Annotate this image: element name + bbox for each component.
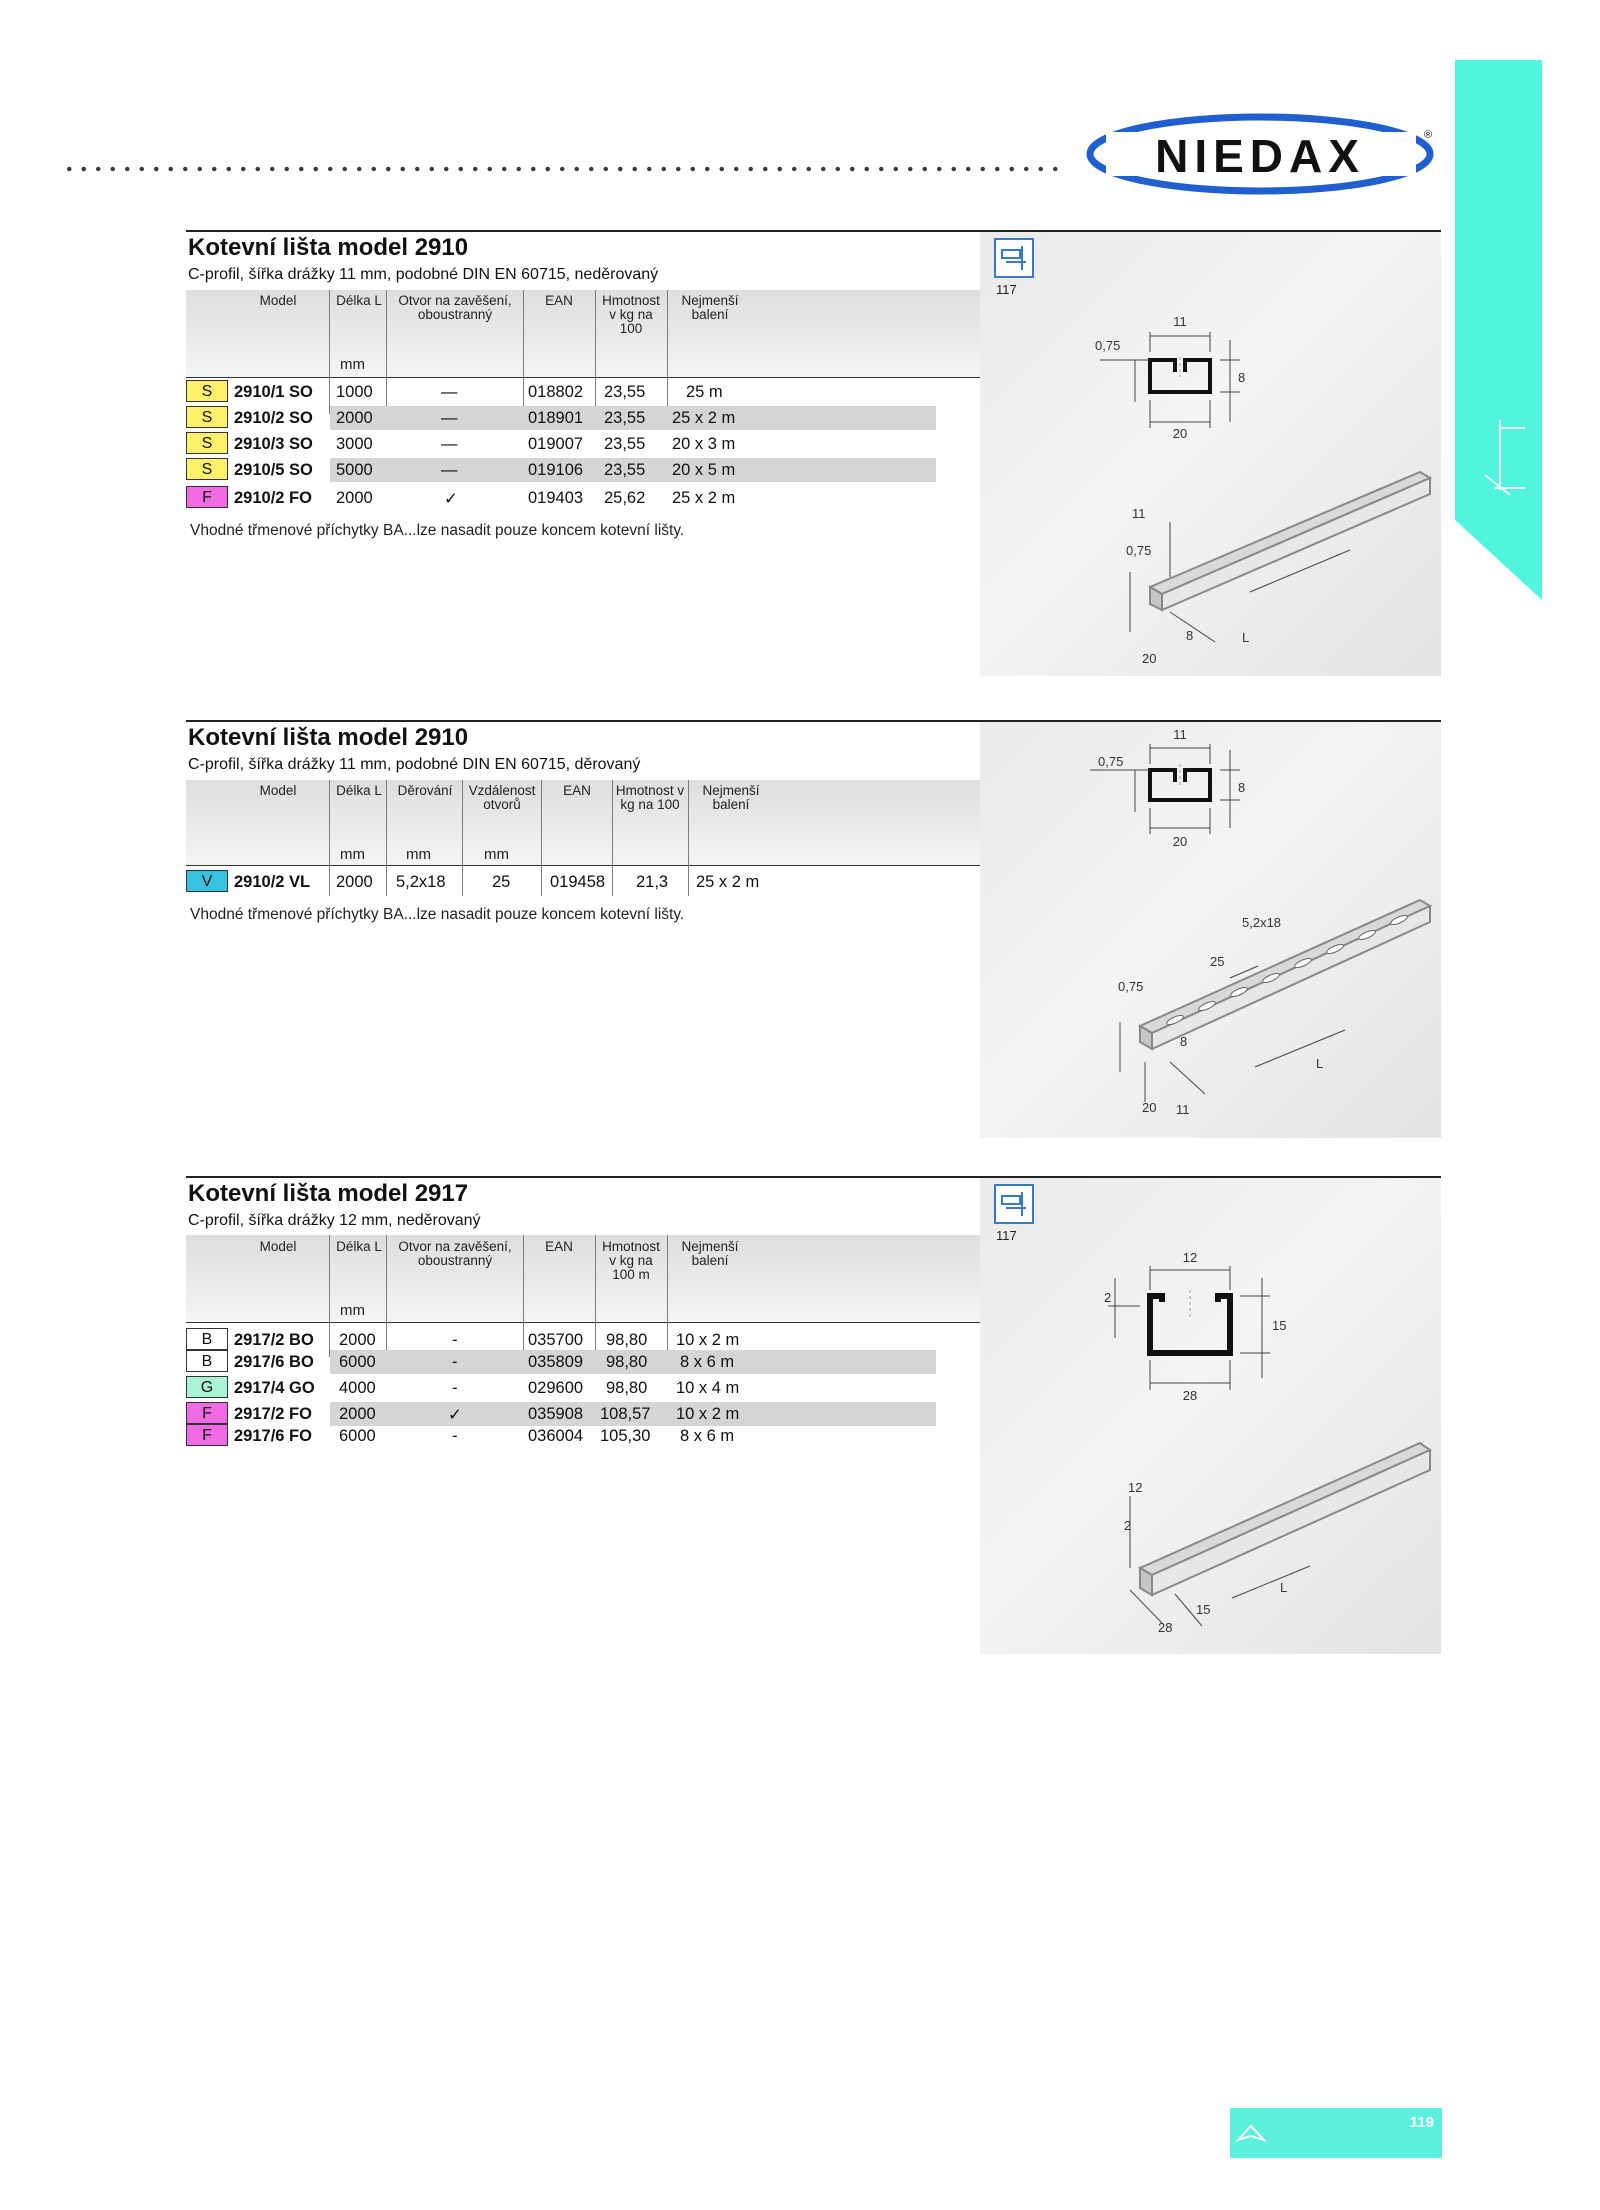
- length: 2000: [336, 873, 373, 891]
- icon-number: 117: [996, 282, 1017, 297]
- model: 2917/6 BO: [234, 1353, 314, 1371]
- section-1-subtitle: C-profil, šířka drážky 11 mm, podobné DIN EN 60715, neděrovaný: [188, 266, 659, 283]
- dim-height-3d: 8: [1180, 1034, 1188, 1049]
- weight: 23,55: [604, 383, 646, 401]
- length: 6000: [339, 1427, 376, 1445]
- th-length: Délka L: [336, 293, 382, 308]
- th-length: Délka L: [336, 783, 382, 798]
- dim-top-width: 12: [1182, 1250, 1198, 1265]
- hole: -: [452, 1331, 458, 1349]
- model: 2917/2 FO: [234, 1405, 312, 1423]
- th-pack: Nejmenší balení: [681, 293, 739, 322]
- ean: 035700: [528, 1331, 584, 1349]
- model: 2917/2 BO: [234, 1331, 314, 1349]
- hole: —: [441, 435, 458, 453]
- cable-tray-icon: [1234, 2118, 1268, 2148]
- hole: ✓: [448, 1406, 462, 1424]
- badge-f: F: [186, 1402, 228, 1424]
- weight: 98,80: [606, 1353, 648, 1371]
- unit-spacing: mm: [484, 846, 509, 863]
- dim-top-width: 11: [1173, 727, 1187, 742]
- table-row: [186, 870, 786, 894]
- pack: 20 x 5 m: [672, 461, 736, 479]
- table-row: [186, 458, 786, 482]
- table-row: [186, 1376, 786, 1400]
- pack: 20 x 3 m: [672, 435, 736, 453]
- badge-s: S: [186, 406, 228, 428]
- svg-text:®: ®: [1423, 129, 1433, 141]
- unit-perforation: mm: [406, 846, 431, 863]
- ean: 018802: [528, 383, 584, 401]
- section-3-subtitle: C-profil, šířka drážky 12 mm, neděrovaný: [188, 1212, 481, 1229]
- dim-length-3d: L: [1316, 1056, 1324, 1071]
- th-model: Model: [259, 783, 297, 798]
- ean: 036004: [528, 1427, 584, 1445]
- dim-height: 8: [1238, 370, 1246, 385]
- badge-b: B: [186, 1350, 228, 1372]
- th-ean: EAN: [545, 293, 573, 308]
- hole: —: [441, 461, 458, 479]
- section-2-drawing: [980, 722, 1441, 1138]
- dim-thickness-3d: 0,75: [1126, 543, 1152, 558]
- length: 2000: [339, 1331, 376, 1349]
- pack: 25 m: [686, 383, 723, 401]
- badge-f: F: [186, 1424, 228, 1446]
- badge-g: G: [186, 1376, 228, 1398]
- table-row: [186, 380, 786, 404]
- section-3-drawing: [980, 1178, 1441, 1654]
- table-row: [186, 432, 786, 456]
- dim-top-width-3d: 11: [1132, 506, 1146, 521]
- side-tab: [1455, 60, 1542, 600]
- ean: 035809: [528, 1353, 584, 1371]
- length: 2000: [336, 409, 373, 427]
- badge-s: S: [186, 380, 228, 402]
- pack: 25 x 2 m: [672, 409, 736, 427]
- table-row: [186, 486, 786, 510]
- dim-base-3d: 20: [1142, 1100, 1157, 1115]
- dim-thickness: 0,75: [1098, 754, 1124, 769]
- table-row: [186, 406, 786, 430]
- ean: 019403: [528, 489, 584, 507]
- badge-b: B: [186, 1328, 228, 1350]
- th-perforation: Děrování: [397, 783, 453, 798]
- th-weight: Hmotnost v kg na 100: [602, 293, 660, 336]
- dim-base: 20: [1172, 834, 1188, 849]
- unit-length: mm: [340, 356, 365, 373]
- weight: 23,55: [604, 409, 646, 427]
- model: 2910/1 SO: [234, 383, 313, 401]
- ean: 018901: [528, 409, 584, 427]
- dim-thickness-3d: 0,75: [1118, 979, 1144, 994]
- badge-v: V: [186, 870, 228, 892]
- length: 5000: [336, 461, 373, 479]
- table-row: [186, 1350, 786, 1374]
- hole: -: [452, 1427, 458, 1445]
- model: 2910/5 SO: [234, 461, 313, 479]
- weight: 105,30: [600, 1427, 651, 1445]
- page-number: 119: [1409, 2114, 1434, 2131]
- dim-length-3d: L: [1280, 1580, 1288, 1595]
- dim-height: 15: [1272, 1318, 1287, 1333]
- ean: 029600: [528, 1379, 584, 1397]
- th-pack: Nejmenší balení: [702, 783, 760, 812]
- dim-height-3d: 15: [1196, 1602, 1211, 1617]
- weight: 25,62: [604, 489, 646, 507]
- hole: -: [452, 1353, 458, 1371]
- pack: 8 x 6 m: [680, 1427, 735, 1445]
- ean: 019458: [550, 873, 606, 891]
- unit-length: mm: [340, 1302, 365, 1319]
- dotted-rule: [62, 166, 1062, 172]
- th-model: Model: [259, 1239, 297, 1254]
- page-footer: [1230, 2108, 1442, 2158]
- dim-base: 28: [1182, 1388, 1198, 1403]
- hole: -: [452, 1379, 458, 1397]
- dim-thickness-3d: 2: [1124, 1518, 1132, 1533]
- niedax-logo: [1080, 112, 1440, 196]
- th-length: Délka L: [336, 1239, 382, 1254]
- length: 2000: [339, 1405, 376, 1423]
- model: 2910/3 SO: [234, 435, 313, 453]
- ean: 019106: [528, 461, 584, 479]
- dim-length-3d: L: [1242, 630, 1250, 645]
- th-weight: Hmotnost v kg na 100: [615, 783, 685, 812]
- ean: 019007: [528, 435, 584, 453]
- table-row: [186, 1328, 786, 1352]
- section-3-title: Kotevní lišta model 2917: [188, 1180, 469, 1207]
- dim-top-width-3d: 12: [1128, 1480, 1143, 1495]
- th-pack: Nejmenší balení: [681, 1239, 739, 1268]
- dim-top-width: 11: [1173, 314, 1187, 329]
- weight: 21,3: [636, 873, 669, 891]
- th-hole: Otvor na zavěšení, oboustranný: [398, 293, 512, 322]
- th-model: Model: [259, 293, 297, 308]
- dim-pitch: 25: [1210, 954, 1225, 969]
- section-2-note: Vhodné třmenové příchytky BA...lze nasadit pouze koncem kotevní lišty.: [190, 906, 685, 923]
- pack: 10 x 4 m: [676, 1379, 740, 1397]
- dim-height: 8: [1238, 780, 1246, 795]
- dim-height-3d: 8: [1186, 628, 1194, 643]
- perforation: 5,2x18: [396, 873, 446, 891]
- pack: 8 x 6 m: [680, 1353, 735, 1371]
- hole: —: [441, 409, 458, 427]
- section-1-note: Vhodné třmenové příchytky BA...lze nasadit pouze koncem kotevní lišty.: [190, 522, 685, 539]
- dim-slot: 5,2x18: [1242, 915, 1282, 930]
- dim-top-width-3d: 11: [1176, 1102, 1190, 1117]
- hole: ✓: [444, 490, 458, 508]
- badge-s: S: [186, 458, 228, 480]
- dim-thickness: 2: [1104, 1290, 1112, 1305]
- table-row: [186, 1424, 786, 1448]
- unit-length: mm: [340, 846, 365, 863]
- dim-base-3d: 20: [1142, 651, 1157, 666]
- svg-text:NIEDAX: NIEDAX: [1155, 130, 1365, 182]
- pack: 10 x 2 m: [676, 1405, 740, 1423]
- pack: 10 x 2 m: [676, 1331, 740, 1349]
- dim-thickness: 0,75: [1095, 338, 1121, 353]
- weight: 98,80: [606, 1331, 648, 1349]
- model: 2910/2 SO: [234, 409, 313, 427]
- th-ean: EAN: [563, 783, 591, 798]
- length: 2000: [336, 489, 373, 507]
- pack: 25 x 2 m: [672, 489, 736, 507]
- length: 3000: [336, 435, 373, 453]
- weight: 108,57: [600, 1405, 651, 1423]
- badge-s: S: [186, 432, 228, 454]
- model: 2917/6 FO: [234, 1427, 312, 1445]
- weight: 98,80: [606, 1379, 648, 1397]
- th-spacing: Vzdálenost otvorů: [468, 783, 536, 812]
- model: 2910/2 VL: [234, 873, 311, 891]
- th-weight: Hmotnost v kg na 100 m: [602, 1239, 660, 1282]
- model: 2910/2 FO: [234, 489, 312, 507]
- badge-f: F: [186, 486, 228, 508]
- th-hole: Otvor na zavěšení, oboustranný: [398, 1239, 512, 1268]
- section-1-drawing: [980, 232, 1441, 676]
- model: 2917/4 GO: [234, 1379, 315, 1397]
- ean: 035908: [528, 1405, 584, 1423]
- length: 6000: [339, 1353, 376, 1371]
- weight: 23,55: [604, 435, 646, 453]
- hole: —: [441, 383, 458, 401]
- length: 1000: [336, 383, 373, 401]
- section-1-title: Kotevní lišta model 2910: [188, 234, 469, 261]
- length: 4000: [339, 1379, 376, 1397]
- pack: 25 x 2 m: [696, 873, 760, 891]
- dim-base: 20: [1172, 426, 1188, 441]
- dim-base-3d: 28: [1158, 1620, 1173, 1635]
- spacing: 25: [492, 873, 511, 891]
- weight: 23,55: [604, 461, 646, 479]
- table-row: [186, 1402, 786, 1426]
- section-2-subtitle: C-profil, šířka drážky 11 mm, podobné DIN EN 60715, děrovaný: [188, 756, 641, 773]
- section-2-title: Kotevní lišta model 2910: [188, 724, 469, 751]
- th-ean: EAN: [545, 1239, 573, 1254]
- icon-number: 117: [996, 1228, 1017, 1243]
